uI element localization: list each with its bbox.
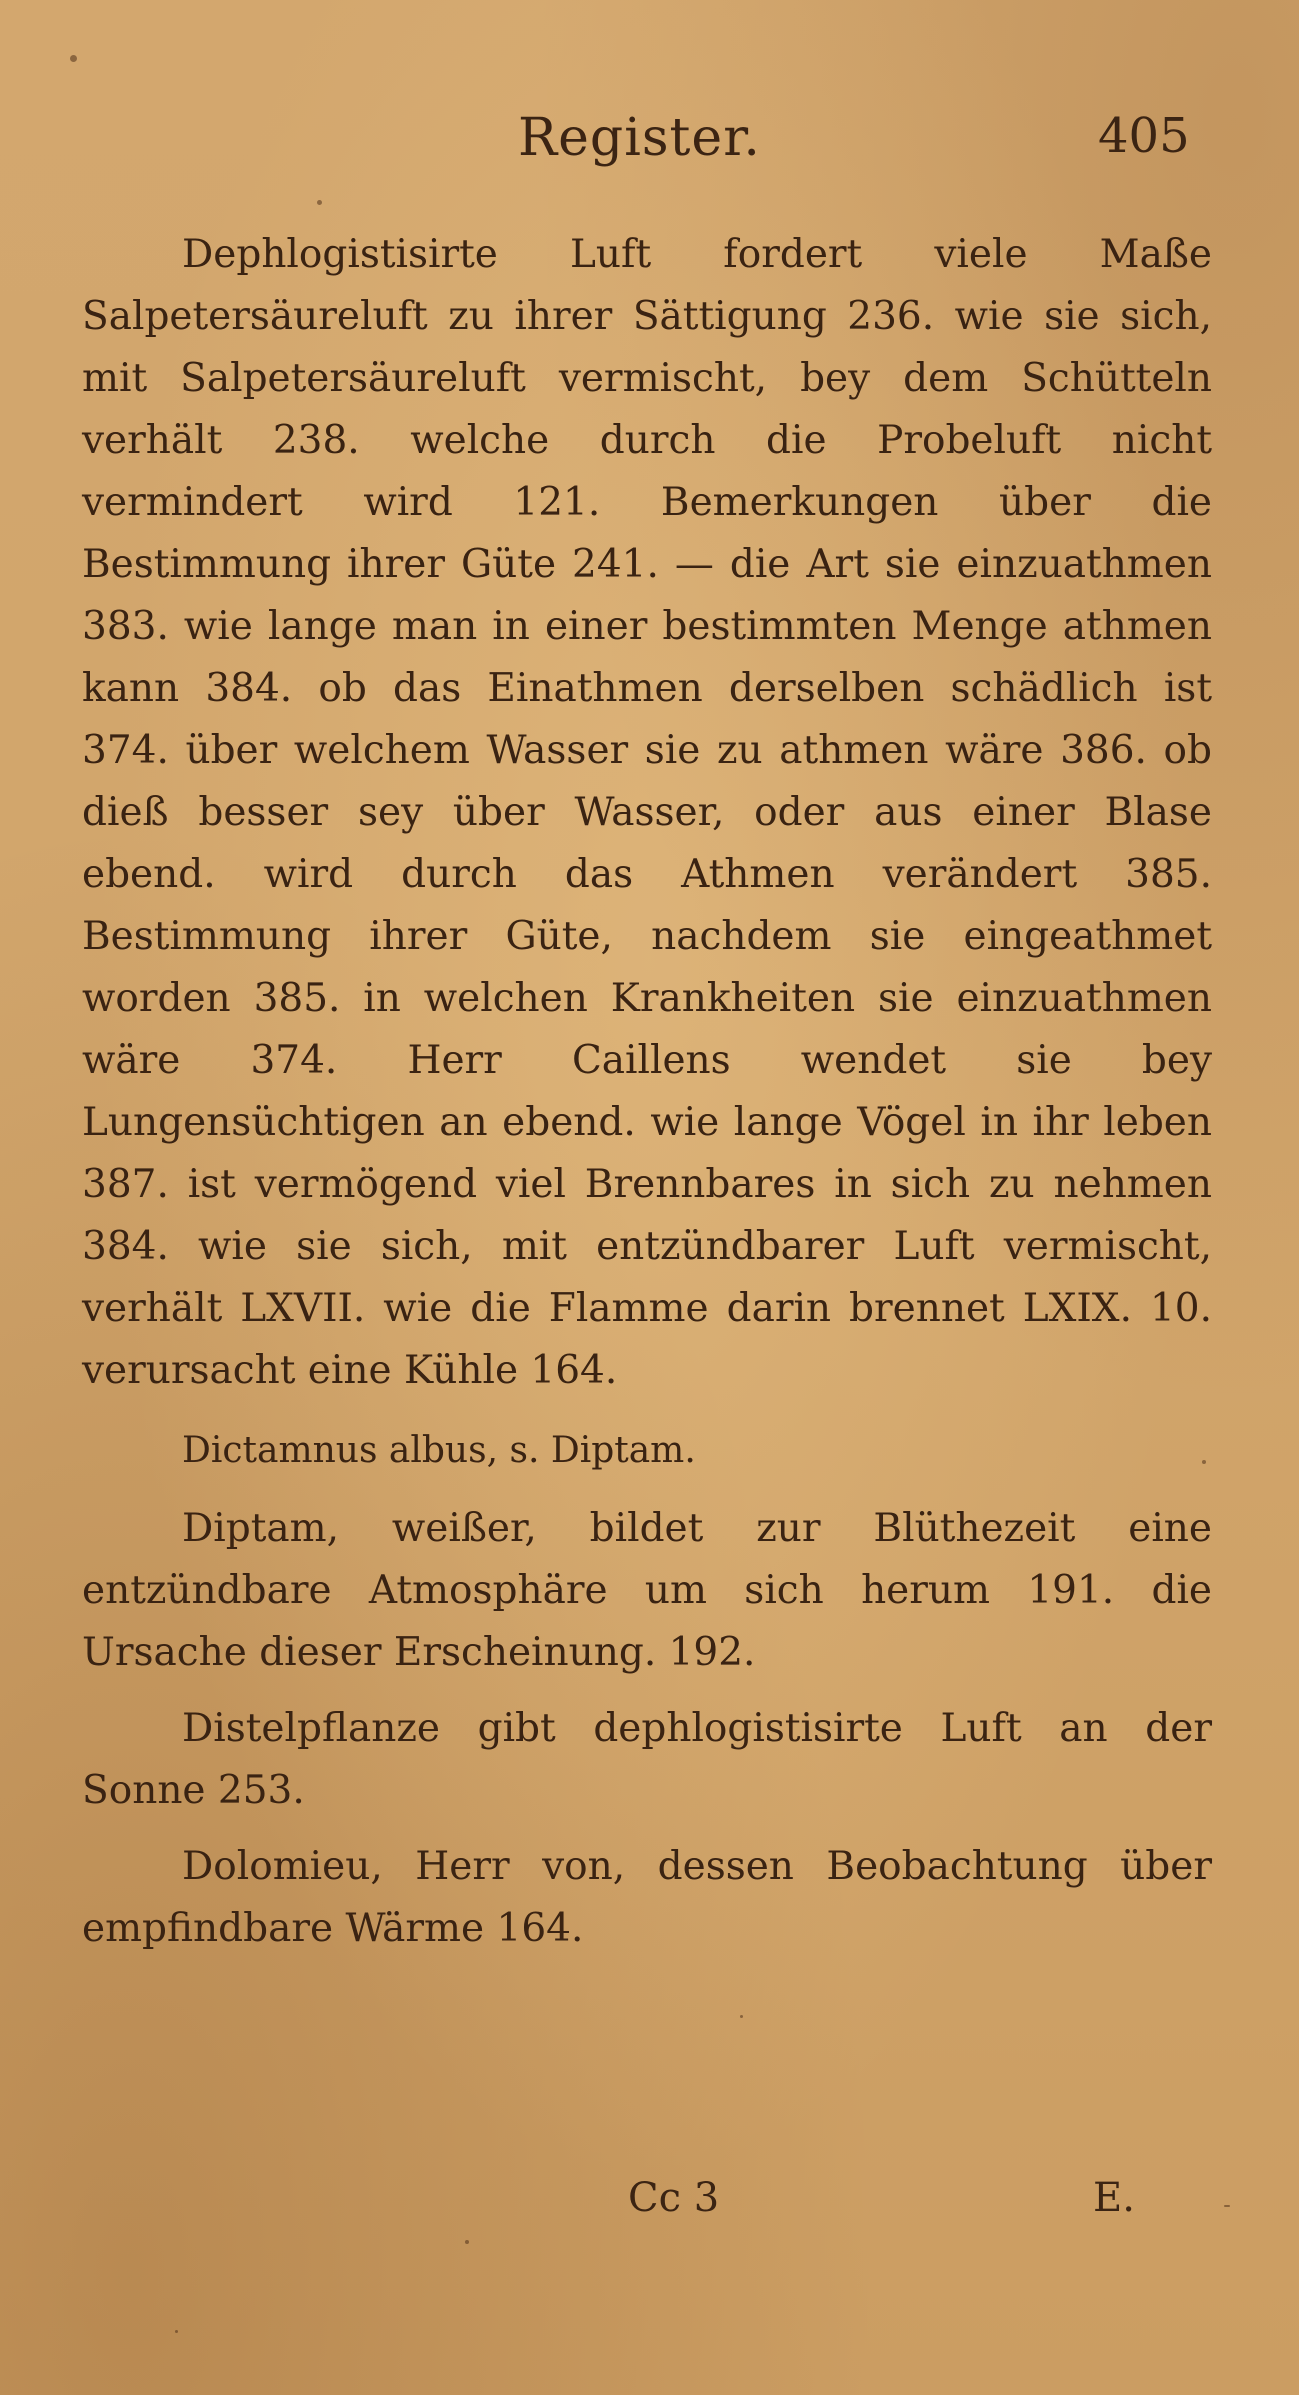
signature-mark: Cc 3 (628, 2175, 720, 2221)
paper-speck (1202, 1460, 1206, 1464)
page-footer (0, 2175, 1299, 2245)
paper-speck (1224, 2205, 1230, 2207)
page-title: Register. (518, 108, 761, 168)
paper-speck (465, 2240, 469, 2244)
index-entry-distelpflanze: Distelpflanze gibt dephlogistisirte Luft an der Sonne 253. (82, 1706, 1212, 1813)
page-number: 405 (1098, 108, 1190, 164)
catchword: E. (1093, 2175, 1135, 2221)
index-entry-dephlogistisirte-luft: Dephlogistisirte Luft fordert viele Maße Salpetersäureluft zu ihrer Sättigung 236. wie sie sich, mit Salpetersäureluft vermischt, bey dem Schütteln verhält 238. welche durch die Probeluft nicht vermindert wird 121. Bemerkungen über die Bestimmung ihrer Güte 241. — die Art sie einzuathmen 383. wie lange man in einer bestimmten Menge athmen kann 384. ob das Einathmen derselben schädlich ist 374. über welchem Wasser sie zu athmen wäre 386. ob dieß besser sey über Wasser, oder aus einer Blase ebend. wird durch das Athmen verändert 385. Bestimmung ihrer Güte, nachdem sie eingeathmet worden 385. in welchen Krankheiten sie einzuathmen wäre 374. Herr Caillens wendet sie bey Lungensüchtigen an ebend. wie lange Vögel in ihr leben 387. ist vermögend viel Brennbares in sich zu nehmen 384. wie sie sich, mit entzündbarer Luft vermischt, verhält LXVII. wie die Flamme darin brennet LXIX. 10. verursacht eine Kühle 164. (82, 232, 1212, 1393)
running-header (0, 108, 1299, 178)
index-entry-dictamnus: Dictamnus albus, s. Diptam. (182, 1430, 696, 1471)
index-entry-diptam: Diptam, weißer, bildet zur Blüthezeit eine entzündbare Atmosphäre um sich herum 191. die Ursache dieser Erscheinung. 192. (82, 1506, 1212, 1675)
paper-speck (317, 200, 322, 205)
paper-speck (175, 2330, 178, 2333)
index-entry-dolomieu: Dolomieu, Herr von, dessen Beobachtung über empfindbare Wärme 164. (82, 1844, 1212, 1951)
paper-speck (70, 55, 77, 62)
index-body (82, 224, 1212, 1960)
paper-speck (740, 2015, 743, 2018)
